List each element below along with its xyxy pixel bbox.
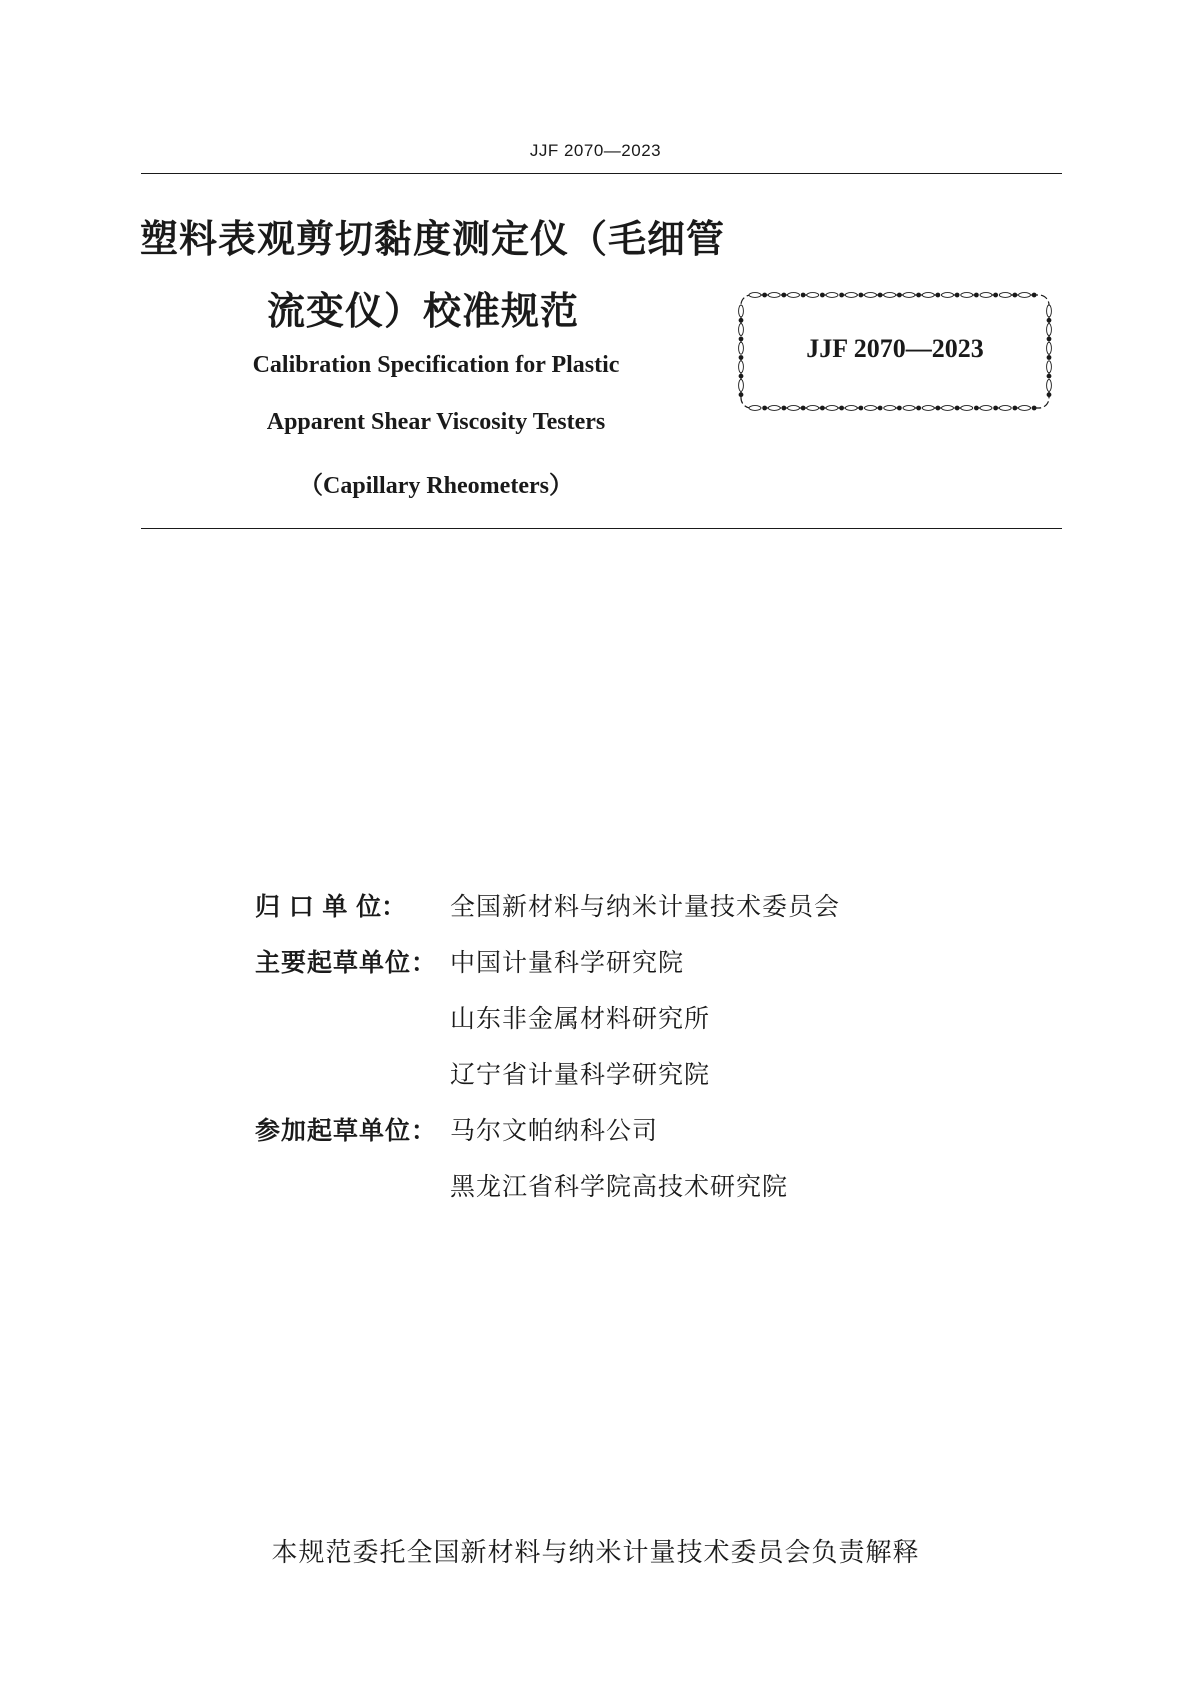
frame-link [865, 293, 877, 298]
title-zh-line-1: 塑料表观剪切黏度测定仪（毛细管 [140, 217, 726, 261]
frame-bead [1032, 293, 1037, 298]
title-zh-line-2: 流变仪）校准规范 [267, 289, 580, 333]
main-drafting-label: 主要起草单位： [255, 948, 438, 977]
frame-bead [935, 406, 940, 411]
frame-bead [1012, 293, 1017, 298]
frame-bead [955, 406, 960, 411]
frame-bead [878, 406, 883, 411]
specification-code: JJF 2070—2023 [806, 334, 984, 363]
frame-link [999, 293, 1011, 298]
main-drafting-unit: 中国计量科学研究院 [450, 948, 685, 977]
frame-link [903, 293, 915, 298]
frame-bead [839, 293, 844, 298]
frame-link [961, 406, 973, 411]
main-drafting-row [450, 1055, 710, 1095]
frame-bead [916, 293, 921, 298]
frame-bead [739, 318, 744, 323]
frame-link [961, 293, 973, 298]
frame-bead [1047, 318, 1052, 323]
responsible-unit-value: 全国新材料与纳米计量技术委员会 [450, 892, 841, 921]
frame-bead [858, 293, 863, 298]
frame-bead [974, 293, 979, 298]
responsible-unit-row [255, 887, 840, 927]
frame-bead [1047, 392, 1052, 397]
frame-link [903, 406, 915, 411]
frame-bead [993, 293, 998, 298]
frame-link [980, 406, 992, 411]
frame-bead [762, 406, 767, 411]
frame-bead [897, 406, 902, 411]
frame-bead [993, 406, 998, 411]
bottom-divider [141, 528, 1062, 529]
frame-link [845, 293, 857, 298]
frame-link [1047, 305, 1052, 317]
header-document-code: JJF 2070—2023 [529, 141, 662, 160]
frame-link [739, 379, 744, 391]
frame-bead [916, 406, 921, 411]
main-drafting-unit: 辽宁省计量科学研究院 [450, 1060, 711, 1089]
frame-bead [1032, 406, 1037, 411]
frame-link [807, 293, 819, 298]
frame-bead [820, 293, 825, 298]
frame-bead [1047, 374, 1052, 379]
frame-link [1019, 293, 1031, 298]
frame-bead [1012, 406, 1017, 411]
title-en-line-2: Apparent Shear Viscosity Testers [266, 409, 606, 435]
frame-bead [974, 406, 979, 411]
frame-bead [801, 406, 806, 411]
top-divider [141, 173, 1062, 174]
participating-row [450, 1167, 788, 1207]
frame-link [807, 406, 819, 411]
frame-link [922, 293, 934, 298]
frame-link [980, 293, 992, 298]
frame-link [845, 406, 857, 411]
frame-bead [935, 293, 940, 298]
participating-unit: 黑龙江省科学院高技术研究院 [450, 1172, 789, 1201]
specification-code-box [735, 289, 1055, 414]
frame-link [768, 406, 780, 411]
frame-link [768, 293, 780, 298]
frame-link [826, 406, 838, 411]
frame-bead [739, 392, 744, 397]
title-en-line-3: （Capillary Rheometers） [299, 473, 573, 499]
participating-label: 参加起草单位： [255, 1116, 438, 1145]
frame-bead [801, 293, 806, 298]
frame-bead [897, 293, 902, 298]
frame-link [999, 406, 1011, 411]
frame-bead [781, 406, 786, 411]
frame-link [865, 406, 877, 411]
frame-link [942, 406, 954, 411]
frame-link [884, 406, 896, 411]
responsible-unit-label: 归 口 单 位： [255, 892, 407, 921]
frame-link [788, 293, 800, 298]
frame-link [826, 293, 838, 298]
frame-link [1019, 406, 1031, 411]
frame-bead [781, 293, 786, 298]
frame-link [749, 406, 761, 411]
frame-bead [820, 406, 825, 411]
frame-bead [839, 406, 844, 411]
frame-link [942, 293, 954, 298]
main-drafting-row [255, 943, 684, 983]
participating-row [255, 1111, 658, 1151]
frame-link [788, 406, 800, 411]
main-drafting-row [450, 999, 710, 1039]
title-en-line-1: Calibration Specification for Plastic [252, 352, 620, 378]
frame-bead [762, 293, 767, 298]
frame-link [922, 406, 934, 411]
interpretation-note: 本规范委托全国新材料与纳米计量技术委员会负责解释 [271, 1538, 920, 1568]
main-drafting-unit: 山东非金属材料研究所 [450, 1004, 711, 1033]
frame-bead [955, 293, 960, 298]
frame-bead [739, 374, 744, 379]
frame-link [884, 293, 896, 298]
frame-bead [858, 406, 863, 411]
frame-link [1047, 379, 1052, 391]
frame-bead [878, 293, 883, 298]
participating-unit: 马尔文帕纳科公司 [450, 1116, 659, 1145]
frame-link [739, 305, 744, 317]
frame-link [749, 293, 761, 298]
